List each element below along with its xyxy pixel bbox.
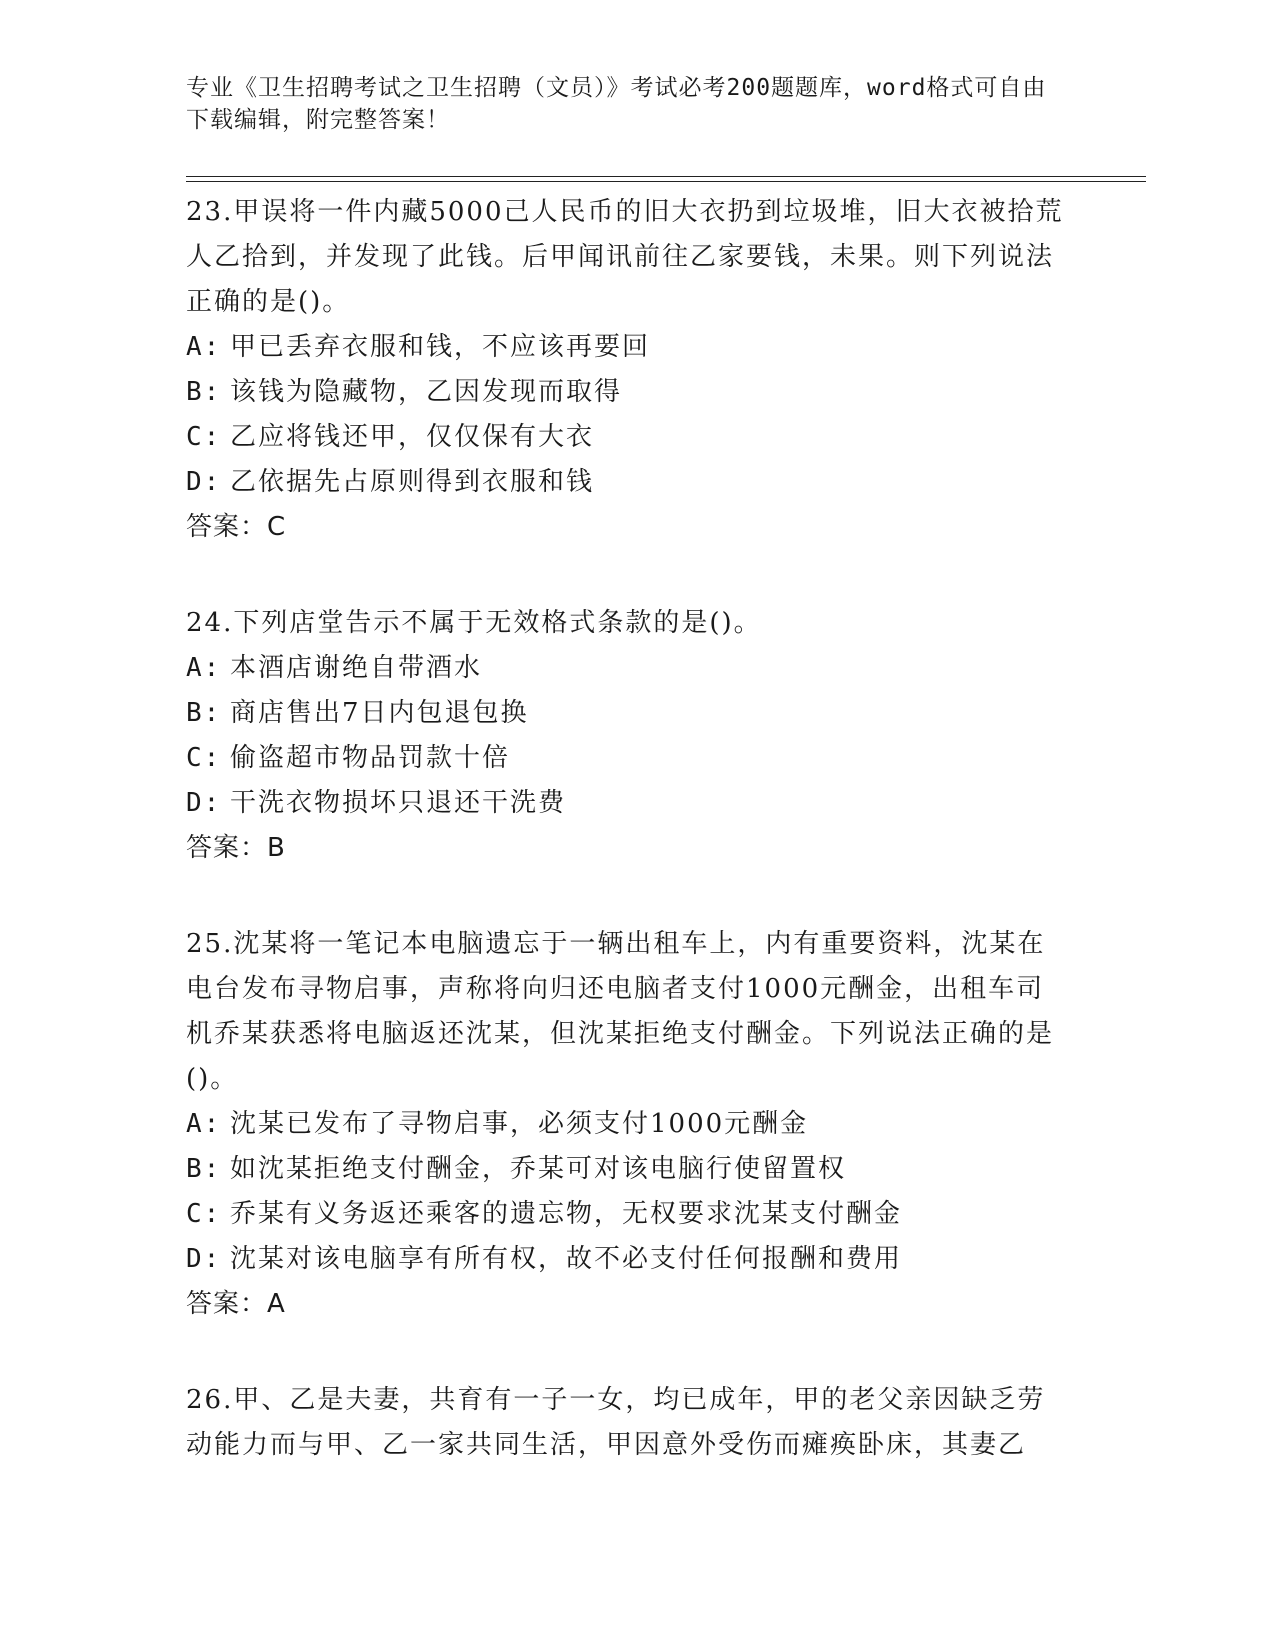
option-letter: A: — [186, 1109, 222, 1139]
option-c — [186, 736, 1066, 781]
question-23 — [186, 190, 1066, 550]
option-text: 该钱为隐藏物，乙因发现而取得 — [230, 377, 623, 407]
option-b — [186, 1147, 1066, 1192]
option-a — [186, 1102, 1066, 1147]
option-d — [186, 460, 1066, 505]
option-letter: A: — [186, 332, 222, 362]
option-text: 沈某对该电脑享有所有权，故不必支付任何报酬和费用 — [230, 1244, 903, 1274]
option-b — [186, 370, 1066, 415]
question-25 — [186, 922, 1066, 1327]
header-text: 专业《卫生招聘考试之卫生招聘（文员）》考试必考200题题库，word格式可自由下载编辑，附完整答案！ — [186, 75, 1047, 133]
option-c — [186, 1192, 1066, 1237]
option-text: 本酒店谢绝自带酒水 — [230, 653, 483, 683]
option-letter: C: — [186, 422, 222, 452]
option-letter: D: — [186, 1244, 222, 1274]
option-text: 沈某已发布了寻物启事，必须支付1000元酬金 — [230, 1109, 809, 1139]
option-text: 甲已丢弃衣服和钱，不应该再要回 — [230, 332, 651, 362]
option-text: 乙应将钱还甲，仅仅保有大衣 — [230, 422, 595, 452]
question-text: 23.甲误将一件内藏5000己人民币的旧大衣扔到垃圾堆，旧大衣被拾荒人乙拾到，并发现了此钱。后甲闻讯前往乙家要钱，未果。则下列说法正确的是()。 — [186, 197, 1064, 317]
answer-line: 答案：B — [186, 833, 286, 863]
header-divider-bottom — [186, 181, 1146, 182]
option-a — [186, 325, 1066, 370]
option-letter: D: — [186, 788, 222, 818]
question-26 — [186, 1378, 1066, 1468]
option-b — [186, 691, 1066, 736]
option-text: 干洗衣物损坏只退还干洗费 — [230, 788, 567, 818]
question-text: 24.下列店堂告示不属于无效格式条款的是()。 — [186, 608, 762, 638]
answer-line: 答案：A — [186, 1289, 286, 1319]
option-text: 乔某有义务返还乘客的遗忘物，无权要求沈某支付酬金 — [230, 1199, 903, 1229]
document-header — [186, 72, 1066, 136]
option-c — [186, 415, 1066, 460]
option-d — [186, 781, 1066, 826]
option-d — [186, 1237, 1066, 1282]
question-list — [186, 190, 1066, 1519]
option-letter: B: — [186, 377, 222, 407]
header-divider-top — [186, 176, 1146, 177]
option-letter: B: — [186, 1154, 222, 1184]
question-text: 25.沈某将一笔记本电脑遗忘于一辆出租车上，内有重要资料，沈某在电台发布寻物启事，声称将向归还电脑者支付1000元酬金，出租车司机乔某获悉将电脑返还沈某，但沈某拒绝支付酬金。下列说法正确的是()。 — [186, 929, 1055, 1094]
option-letter: D: — [186, 467, 222, 497]
option-letter: A: — [186, 653, 222, 683]
option-text: 如沈某拒绝支付酬金，乔某可对该电脑行使留置权 — [230, 1154, 847, 1184]
option-a — [186, 646, 1066, 691]
question-text: 26.甲、乙是夫妻，共育有一子一女，均已成年，甲的老父亲因缺乏劳动能力而与甲、乙一家共同生活，甲因意外受伤而瘫痪卧床，其妻乙 — [186, 1385, 1046, 1460]
option-letter: B: — [186, 698, 222, 728]
option-text: 商店售出7日内包退包换 — [230, 698, 529, 728]
question-24 — [186, 601, 1066, 871]
answer-line: 答案：C — [186, 512, 287, 542]
option-text: 乙依据先占原则得到衣服和钱 — [230, 467, 595, 497]
option-letter: C: — [186, 743, 222, 773]
option-text: 偷盗超市物品罚款十倍 — [230, 743, 511, 773]
option-letter: C: — [186, 1199, 222, 1229]
